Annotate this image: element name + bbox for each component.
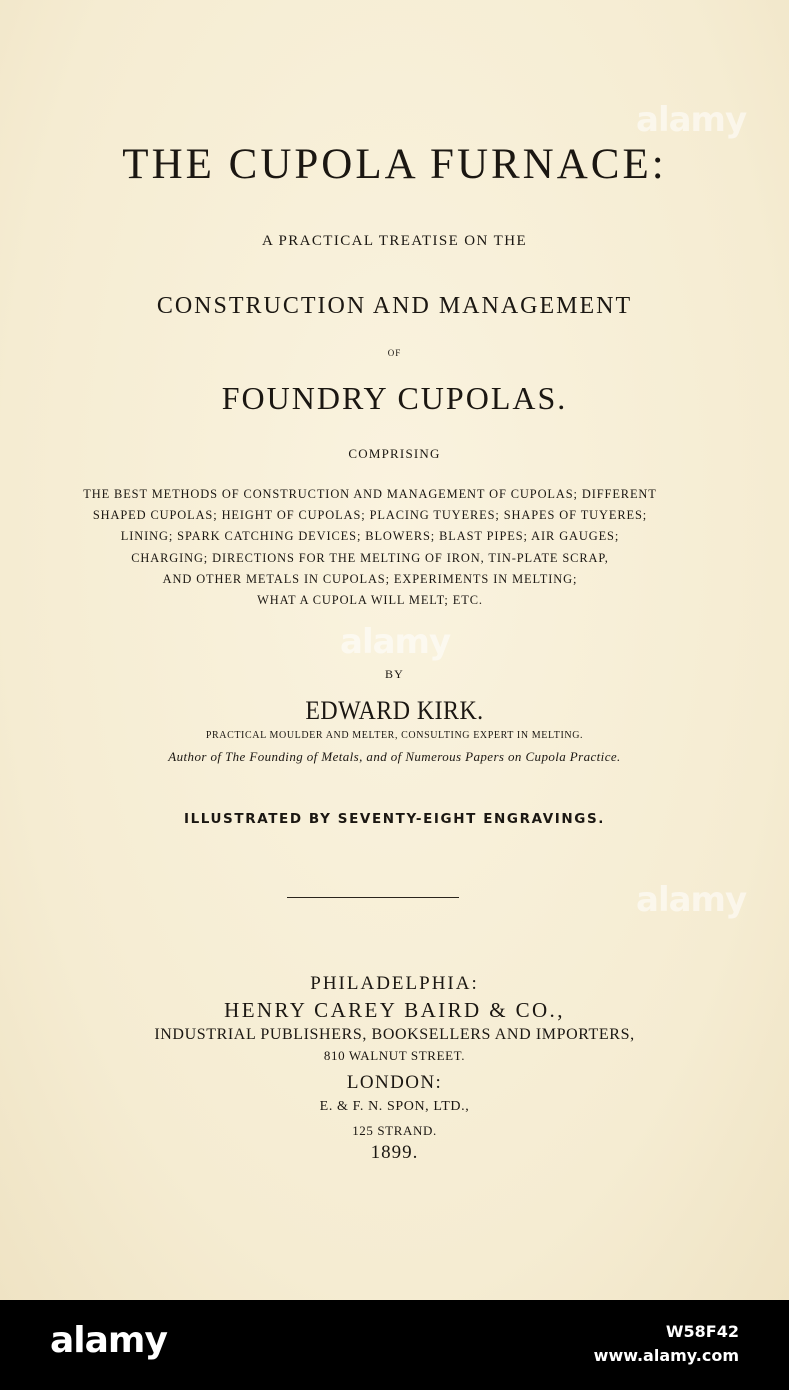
image-id: W58F42 <box>665 1322 739 1341</box>
book-title: THE CUPOLA FURNACE: <box>122 141 667 188</box>
author-name: EDWARD KIRK. <box>305 696 484 725</box>
contents-line: CHARGING; DIRECTIONS FOR THE MELTING OF IRON, TIN-PLATE SCRAP, <box>131 550 609 565</box>
author-credentials: PRACTICAL MOULDER AND MELTER, CONSULTING EXPERT IN MELTING. <box>205 730 584 741</box>
by-label: BY <box>384 667 405 681</box>
subtitle-line-3: FOUNDRY CUPOLAS. <box>221 380 568 416</box>
subtitle-line-1: A PRACTICAL TREATISE ON THE <box>261 233 528 249</box>
contents-line: LINING; SPARK CATCHING DEVICES; BLOWERS; BLAST PIPES; AIR GAUGES; <box>120 529 620 544</box>
imprint-publisher-description: INDUSTRIAL PUBLISHERS, BOOKSELLERS AND IMPORTERS, <box>154 1026 635 1043</box>
alamy-logo: alamy <box>50 1320 167 1361</box>
imprint-london: LONDON: <box>346 1072 443 1093</box>
divider-rule <box>287 897 459 898</box>
watermark-logo: alamy <box>340 622 451 662</box>
subtitle-of: OF <box>387 348 402 358</box>
imprint-publisher: HENRY CAREY BAIRD & CO., <box>224 998 565 1022</box>
imprint-street: 810 WALNUT STREET. <box>323 1048 466 1063</box>
site-url[interactable]: www.alamy.com <box>593 1346 739 1365</box>
imprint-year: 1899. <box>370 1142 419 1163</box>
watermark-logo: alamy <box>636 880 747 920</box>
imprint-london-publisher: E. & F. N. SPON, LTD., <box>319 1099 470 1114</box>
contents-line: AND OTHER METALS IN CUPOLAS; EXPERIMENTS IN MELTING; <box>162 571 578 586</box>
comprising-label: COMPRISING <box>348 446 441 461</box>
contents-line: SHAPED CUPOLAS; HEIGHT OF CUPOLAS; PLACING TUYERES; SHAPES OF TUYERES; <box>92 508 648 523</box>
contents-line: WHAT A CUPOLA WILL MELT; ETC. <box>257 593 483 608</box>
illustrations-note: ILLUSTRATED BY SEVENTY-EIGHT ENGRAVINGS. <box>183 811 606 827</box>
author-other-works: Author of The Founding of Metals, and of Numerous Papers on Cupola Practice. <box>168 749 621 764</box>
subtitle-line-2: CONSTRUCTION AND MANAGEMENT <box>156 293 633 319</box>
contents-line: THE BEST METHODS OF CONSTRUCTION AND MANAGEMENT OF CUPOLAS; DIFFERENT <box>83 487 657 501</box>
imprint-london-street: 125 STRAND. <box>352 1123 437 1138</box>
contents-summary <box>55 484 685 611</box>
stock-footer-bar <box>0 1300 789 1390</box>
watermark-logo: alamy <box>636 100 747 140</box>
imprint-city: PHILADELPHIA: <box>310 973 479 994</box>
